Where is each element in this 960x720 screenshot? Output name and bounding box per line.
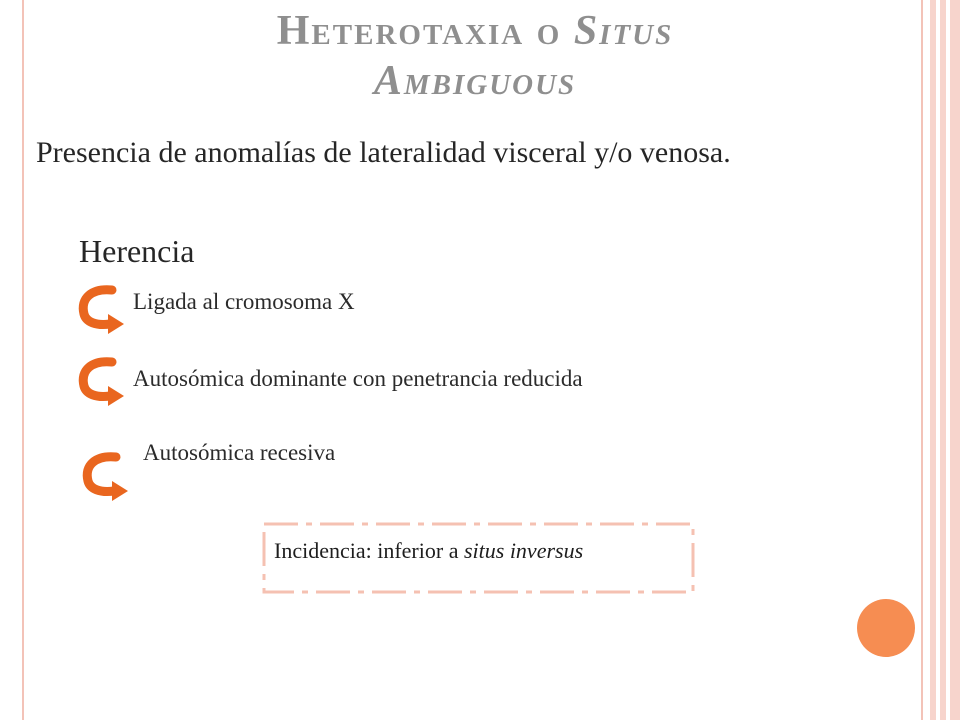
inheritance-item-1: Ligada al cromosoma X xyxy=(133,289,355,314)
curved-arrow-icon xyxy=(72,352,132,412)
right-stripe-1 xyxy=(930,0,936,720)
title-line-1 xyxy=(150,6,800,56)
curved-arrow-icon xyxy=(76,447,136,507)
incidence-box xyxy=(262,522,695,594)
slide-title xyxy=(150,6,800,106)
right-stripe-3 xyxy=(950,0,960,720)
title-part-3: Ambiguous xyxy=(373,58,577,104)
incidence-prefix: Incidencia: inferior a xyxy=(274,538,459,563)
title-part-2: Situs xyxy=(573,8,674,54)
inheritance-item-3: Autosómica recesiva xyxy=(143,440,336,465)
orange-circle-decoration xyxy=(857,599,915,657)
right-frame-line xyxy=(921,0,923,720)
incidence-text xyxy=(274,538,583,564)
left-frame-line xyxy=(22,0,24,720)
slide-subtitle: Presencia de anomalías de lateralidad visceral y/o venosa. xyxy=(36,136,731,169)
title-line-2 xyxy=(150,56,800,106)
inheritance-item-2: Autosómica dominante con penetrancia reducida xyxy=(133,366,583,391)
title-part-1: Heterotaxia o xyxy=(276,8,562,54)
right-stripe-2 xyxy=(940,0,946,720)
incidence-term: situs inversus xyxy=(463,538,584,563)
section-heading: Herencia xyxy=(79,233,195,269)
curved-arrow-icon xyxy=(72,280,132,340)
